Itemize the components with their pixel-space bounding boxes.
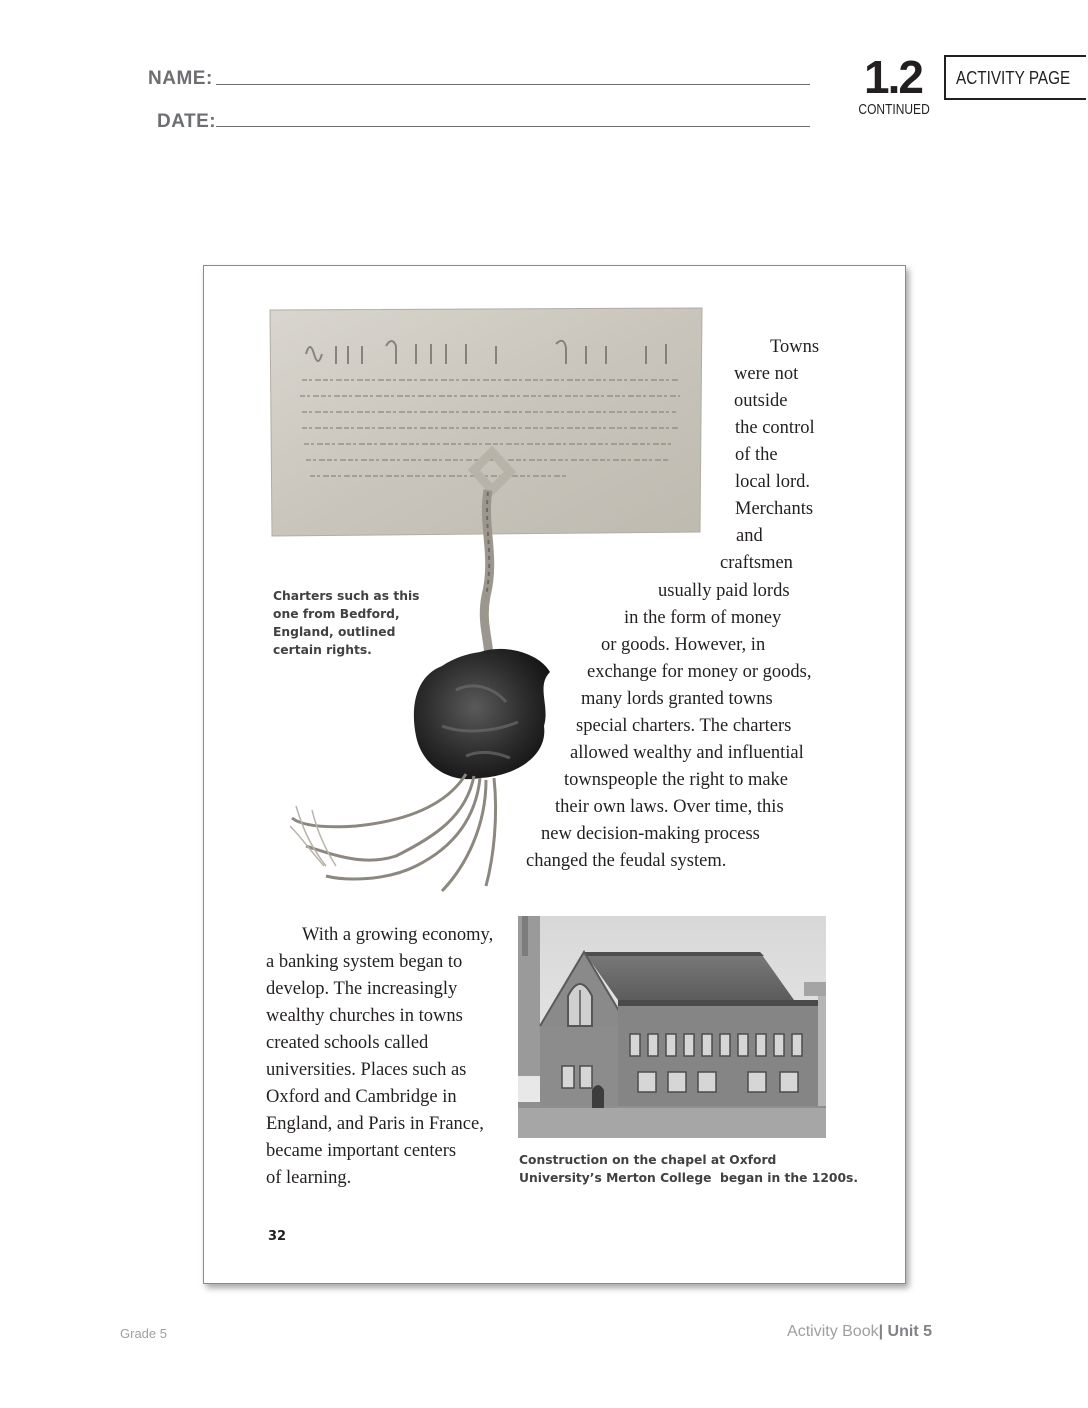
charter-caption-line: certain rights. xyxy=(273,643,372,657)
paragraph1-line: townspeople the right to make xyxy=(564,770,789,790)
footer-separator: | xyxy=(878,1323,884,1340)
paragraph1-line: and xyxy=(736,526,763,546)
paragraph2-line: became important centers xyxy=(266,1141,457,1161)
paragraph1-line: the control xyxy=(735,418,815,438)
paragraph1-line: allowed wealthy and influential xyxy=(570,743,804,763)
charter-caption xyxy=(273,587,420,659)
paragraph2-line: develop. The increasingly xyxy=(266,979,458,999)
paragraph1-line: exchange for money or goods, xyxy=(587,662,812,682)
footer-book-unit xyxy=(787,1323,932,1341)
name-label: NAME: xyxy=(148,68,213,89)
name-field-line[interactable] xyxy=(216,84,810,85)
paragraph2-line: created schools called xyxy=(266,1033,429,1053)
paragraph2-line: Oxford and Cambridge in xyxy=(266,1087,457,1107)
chapel-caption-line: Construction on the chapel at Oxford xyxy=(519,1153,777,1167)
activity-page-label: ACTIVITY PAGE xyxy=(956,68,1071,88)
paragraph1-line: Towns xyxy=(770,337,820,357)
chapel-caption xyxy=(519,1151,858,1187)
footer-unit: Unit 5 xyxy=(887,1323,932,1340)
date-field-line[interactable] xyxy=(216,126,810,127)
charter-caption-line: England, outlined xyxy=(273,625,396,639)
chapel-caption-line: University’s Merton College began in the 1200s. xyxy=(519,1171,859,1185)
paragraph1-line: usually paid lords xyxy=(658,581,790,601)
paragraph2-line: England, and Paris in France, xyxy=(266,1114,484,1134)
charter-caption-line: one from Bedford, xyxy=(273,607,400,621)
page-number: 32 xyxy=(268,1229,287,1244)
footer-grade: Grade 5 xyxy=(120,1326,167,1341)
paragraph1-line: changed the feudal system. xyxy=(526,851,727,871)
paragraph1-line: of the xyxy=(735,445,778,465)
paragraph1-line: craftsmen xyxy=(720,553,793,573)
merton-chapel-photo xyxy=(518,916,826,1138)
paragraph1-line: in the form of money xyxy=(624,608,782,628)
paragraph2-line: universities. Places such as xyxy=(266,1060,467,1080)
paragraph1-line: Merchants xyxy=(735,499,814,519)
paragraph1-line: special charters. The charters xyxy=(576,716,792,736)
paragraph2-line: of learning. xyxy=(266,1168,352,1188)
paragraph2-line: With a growing economy, xyxy=(302,925,494,945)
charter-caption-line: Charters such as this xyxy=(273,589,420,603)
activity-number: 1.2 xyxy=(864,51,922,103)
paragraph1-line: many lords granted towns xyxy=(581,689,773,709)
continued-label: CONTINUED xyxy=(858,101,930,118)
paragraph1-line: outside xyxy=(734,391,788,411)
date-label: DATE: xyxy=(157,111,217,132)
paragraph2-line: wealthy churches in towns xyxy=(266,1006,463,1026)
paragraph1-line: their own laws. Over time, this xyxy=(555,797,784,817)
paragraph1-line: were not xyxy=(734,364,799,384)
paragraph1-line: local lord. xyxy=(735,472,811,492)
paragraph2-line: a banking system began to xyxy=(266,952,463,972)
paragraph1-line: new decision-making process xyxy=(541,824,760,844)
activity-page-box xyxy=(944,55,1086,100)
footer-book: Activity Book xyxy=(787,1323,879,1340)
paragraph1-line: or goods. However, in xyxy=(601,635,766,655)
